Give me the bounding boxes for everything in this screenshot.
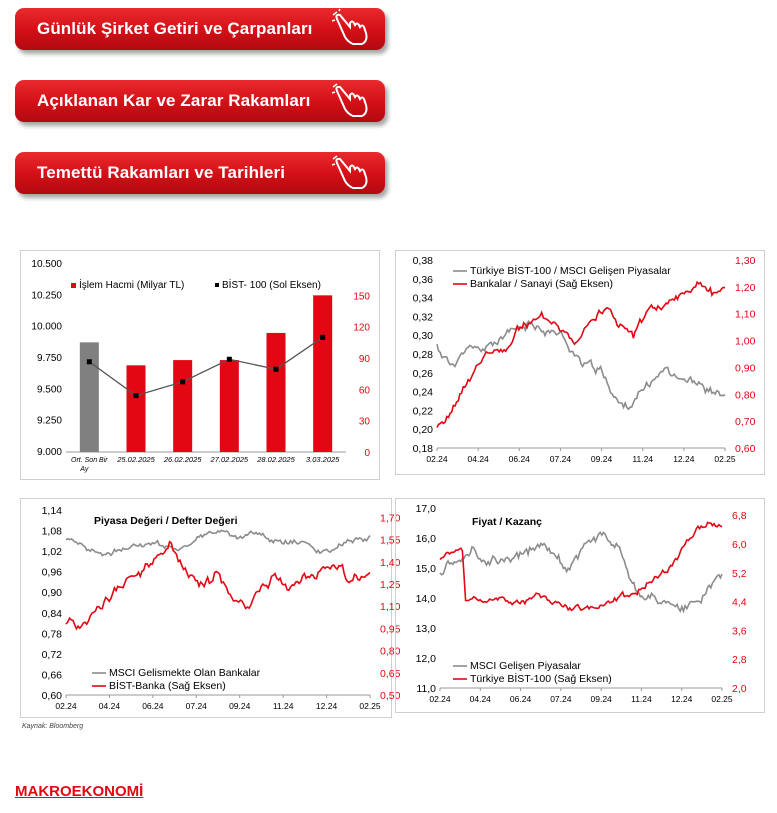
x-tick-label: 09.24 <box>590 454 613 464</box>
hand-pointer-icon <box>331 11 371 47</box>
left-axis-tick: 0,84 <box>41 607 62 620</box>
left-axis-tick: 9.250 <box>36 415 62 427</box>
left-axis-tick: 0,36 <box>412 273 433 286</box>
right-axis-tick: 0 <box>364 448 370 459</box>
left-axis-tick: 0,32 <box>412 311 433 324</box>
nav-button-company-returns[interactable] <box>15 8 385 50</box>
right-axis-tick: 0,80 <box>380 645 401 658</box>
x-tick-label: 02.24 <box>429 694 451 704</box>
series-line-2 <box>440 522 722 610</box>
x-tick-label: 07.24 <box>550 694 572 704</box>
x-tick-label: 04.24 <box>469 694 491 704</box>
left-axis-tick: 10.500 <box>31 259 62 270</box>
x-tick-label: 28.02.2025 <box>257 455 295 464</box>
legend-label-bist100: BİST- 100 (Sol Eksen) <box>222 280 321 291</box>
bar-5 <box>267 333 286 452</box>
left-axis-tick: 12,0 <box>415 653 436 665</box>
x-tick-label: 09.24 <box>590 694 612 704</box>
x-tick-label: 02.25 <box>714 454 736 464</box>
x-tick-label: 3.03.2025 <box>305 455 340 464</box>
bar-1 <box>80 342 99 452</box>
right-axis-tick: 0,60 <box>735 443 756 455</box>
right-axis-tick: 120 <box>353 322 370 334</box>
right-axis-tick: 90 <box>358 354 370 365</box>
nav-button-label: Açıklanan Kar ve Zarar Rakamları <box>37 91 311 110</box>
x-tick-label: 06.24 <box>142 701 164 711</box>
right-axis-tick: 1,00 <box>735 335 756 348</box>
price-to-book-chart <box>20 498 401 718</box>
right-axis-tick: 3,6 <box>732 625 747 638</box>
right-axis-tick: 1,70 <box>380 512 401 525</box>
x-tick-label: 06.24 <box>508 454 530 464</box>
right-axis-tick: 0,70 <box>735 416 756 429</box>
left-axis-tick: 0,28 <box>412 349 433 361</box>
chart-title: Fiyat / Kazanç <box>472 516 543 528</box>
nav-button-dividends[interactable] <box>15 152 385 194</box>
left-axis-tick: 0,60 <box>41 690 62 702</box>
x-tick-label: Ay <box>80 466 89 473</box>
left-axis-tick: 0,38 <box>412 255 433 267</box>
price-earnings-chart <box>395 498 765 713</box>
right-axis-tick: 1,55 <box>380 534 401 547</box>
left-axis-tick: 0,22 <box>412 405 433 418</box>
series-line-2 <box>437 282 725 427</box>
left-axis-tick: 0,96 <box>41 566 62 579</box>
left-axis-tick: 13,0 <box>415 623 436 635</box>
x-tick-label: 26.02.2025 <box>163 455 202 464</box>
left-axis-tick: 0,20 <box>412 424 433 437</box>
right-axis-tick: 1,10 <box>380 601 401 614</box>
legend-swatch-volume <box>71 283 76 288</box>
x-tick-label: 07.24 <box>549 454 572 464</box>
left-axis-tick: 0,30 <box>412 330 433 343</box>
x-tick-label: Ort. Son Bir <box>71 457 108 464</box>
right-axis-tick: 1,40 <box>380 556 401 569</box>
right-axis-tick: 0,50 <box>380 690 401 702</box>
x-tick-label: 11.24 <box>272 701 294 711</box>
right-axis-tick: 30 <box>358 416 370 428</box>
bar-4 <box>220 360 239 452</box>
left-axis-tick: 10.000 <box>31 321 62 333</box>
bist100-point-6 <box>320 335 325 340</box>
x-tick-label: 07.24 <box>185 701 207 711</box>
source-note: Kaynak: Bloomberg <box>22 723 84 730</box>
bist-msci-ratio-chart <box>395 250 765 475</box>
left-axis-tick: 15,0 <box>415 563 436 575</box>
x-tick-label: 04.24 <box>98 701 121 711</box>
hand-pointer-icon <box>331 83 371 119</box>
left-axis-tick: 0,24 <box>412 386 433 399</box>
legend-swatch-bist100 <box>215 283 219 287</box>
left-axis-tick: 9.500 <box>36 384 62 396</box>
x-tick-label: 04.24 <box>467 454 489 464</box>
left-axis-tick: 0,72 <box>41 648 62 661</box>
right-axis-tick: 0,90 <box>735 362 756 375</box>
x-tick-label: 02.25 <box>711 694 733 704</box>
series-line-1 <box>437 321 725 409</box>
left-axis-tick: 9.750 <box>36 353 62 364</box>
left-axis-tick: 0,66 <box>41 669 62 682</box>
right-axis-tick: 6,8 <box>732 510 747 523</box>
left-axis-tick: 10.250 <box>31 290 62 302</box>
left-axis-tick: 0,26 <box>412 367 433 380</box>
right-axis-tick: 1,10 <box>735 308 756 321</box>
left-axis-tick: 14,0 <box>415 593 436 605</box>
bar-3 <box>173 360 192 452</box>
right-axis-tick: 2,8 <box>732 654 747 667</box>
nav-button-label: Günlük Şirket Getiri ve Çarpanları <box>37 19 313 38</box>
legend-label-2: Türkiye BİST-100 (Sağ Eksen) <box>470 673 612 685</box>
right-axis-tick: 5,2 <box>732 567 747 580</box>
right-axis-tick: 0,80 <box>735 389 756 402</box>
x-tick-label: 09.24 <box>229 701 251 711</box>
bist100-point-2 <box>134 393 139 398</box>
right-axis-tick: 2,0 <box>732 683 747 695</box>
left-axis-tick: 1,14 <box>41 505 62 517</box>
bar-2 <box>127 365 146 452</box>
x-tick-label: 11.24 <box>632 454 654 464</box>
left-axis-tick: 0,34 <box>412 292 433 305</box>
x-tick-label: 11.24 <box>631 694 652 704</box>
section-title-makroekonomi[interactable]: MAKROEKONOMİ <box>15 783 144 800</box>
nav-button-profit-loss[interactable] <box>15 80 385 122</box>
left-axis-tick: 17,0 <box>415 503 436 515</box>
left-axis-tick: 0,90 <box>41 587 62 600</box>
x-tick-label: 02.25 <box>359 701 381 711</box>
bist100-point-3 <box>180 379 185 384</box>
bist100-line <box>89 337 322 395</box>
right-axis-tick: 6,0 <box>732 539 747 551</box>
trading-volume-chart <box>20 250 380 480</box>
legend-label-2: Bankalar / Sanayi (Sağ Eksen) <box>470 278 613 290</box>
right-axis-tick: 60 <box>358 385 370 397</box>
chart-title: Piyasa Değeri / Defter Değeri <box>94 515 238 527</box>
x-tick-label: 12.24 <box>671 694 693 704</box>
left-axis-tick: 1,08 <box>41 525 62 538</box>
left-axis-tick: 0,18 <box>412 443 433 455</box>
left-axis-tick: 9.000 <box>36 447 62 458</box>
legend-label-2: BİST-Banka (Sağ Eksen) <box>109 680 226 692</box>
nav-button-label: Temettü Rakamları ve Tarihleri <box>37 163 286 182</box>
right-axis-tick: 4,4 <box>732 596 747 609</box>
left-axis-tick: 11,0 <box>416 683 436 695</box>
bar-6 <box>313 295 332 452</box>
series-line-1 <box>440 532 722 611</box>
right-axis-tick: 150 <box>353 291 370 303</box>
left-axis-tick: 1,02 <box>41 546 62 559</box>
x-tick-label: 02.24 <box>426 454 448 464</box>
left-axis-tick: 16,0 <box>415 533 436 545</box>
legend-label-volume: İşlem Hacmi (Milyar TL) <box>79 280 185 291</box>
bist100-point-4 <box>227 357 232 362</box>
series-line-1 <box>66 530 370 555</box>
bist100-point-1 <box>87 359 92 364</box>
x-tick-label: 27.02.2025 <box>210 455 249 464</box>
right-axis-tick: 0,95 <box>380 623 401 636</box>
right-axis-tick: 1,25 <box>380 579 401 591</box>
bist100-point-5 <box>274 367 279 372</box>
right-axis-tick: 1,30 <box>735 255 756 267</box>
right-axis-tick: 0,65 <box>380 667 401 680</box>
x-tick-label: 06.24 <box>509 694 532 704</box>
legend-label-1: MSCI Gelişen Piyasalar <box>470 660 581 672</box>
legend-label-1: MSCI Gelismekte Olan Bankalar <box>109 667 261 679</box>
right-axis-tick: 1,20 <box>735 281 756 294</box>
x-tick-label: 02.24 <box>55 701 77 711</box>
legend-label-1: Türkiye BİST-100 / MSCI Gelişen Piyasalar <box>470 265 671 277</box>
x-tick-label: 25.02.2025 <box>117 455 155 464</box>
hand-pointer-icon <box>331 155 371 191</box>
x-tick-label: 12.24 <box>315 701 338 711</box>
left-axis-tick: 0,78 <box>41 628 62 641</box>
x-tick-label: 12.24 <box>673 454 695 464</box>
